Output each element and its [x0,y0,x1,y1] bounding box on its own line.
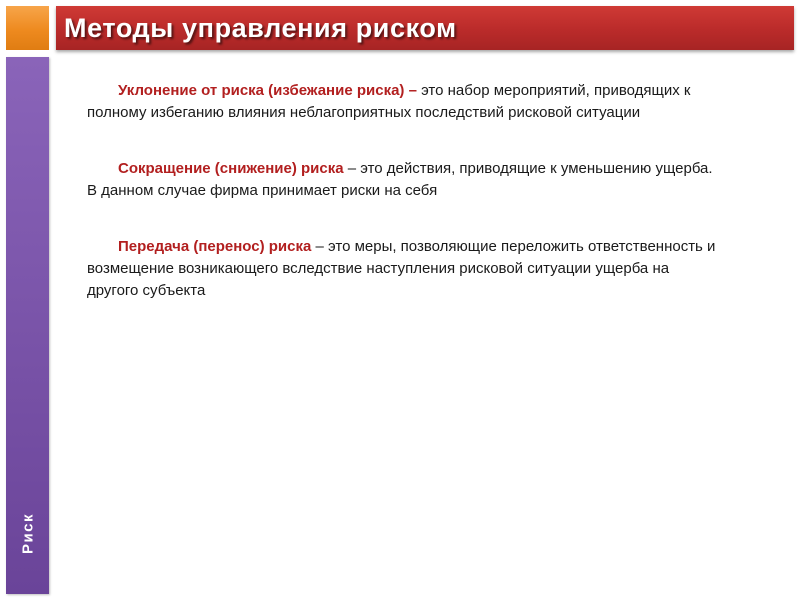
definition-text: это набор мероприятий, приводящих к полному избеганию влияния неблагоприятных последствий рисковой ситуации [87,82,691,121]
side-bar [6,57,49,594]
definition-paragraph [87,236,717,302]
definition-text: – это действия, приводящие к уменьшению ущерба. В данном случае фирма принимает риски на себя [87,160,713,199]
definition-term: Передача (перенос) риска [118,238,312,255]
definition-term: Сокращение (снижение) риска [118,160,344,177]
corner-accent-block [6,6,49,50]
side-bar-label: Риск [19,512,36,555]
definition-term: Уклонение от риска (избежание риска) – [118,82,417,99]
content-area [87,80,717,336]
definition-paragraph [87,158,717,202]
page-title: Методы управления риском [64,13,457,43]
title-bar [56,6,794,50]
definition-paragraph [87,80,717,124]
definition-text: – это меры, позволяющие переложить ответственность и возмещение возникающего вследствие наступления рисковой ситуации ущерба на другого субъекта [87,238,716,299]
